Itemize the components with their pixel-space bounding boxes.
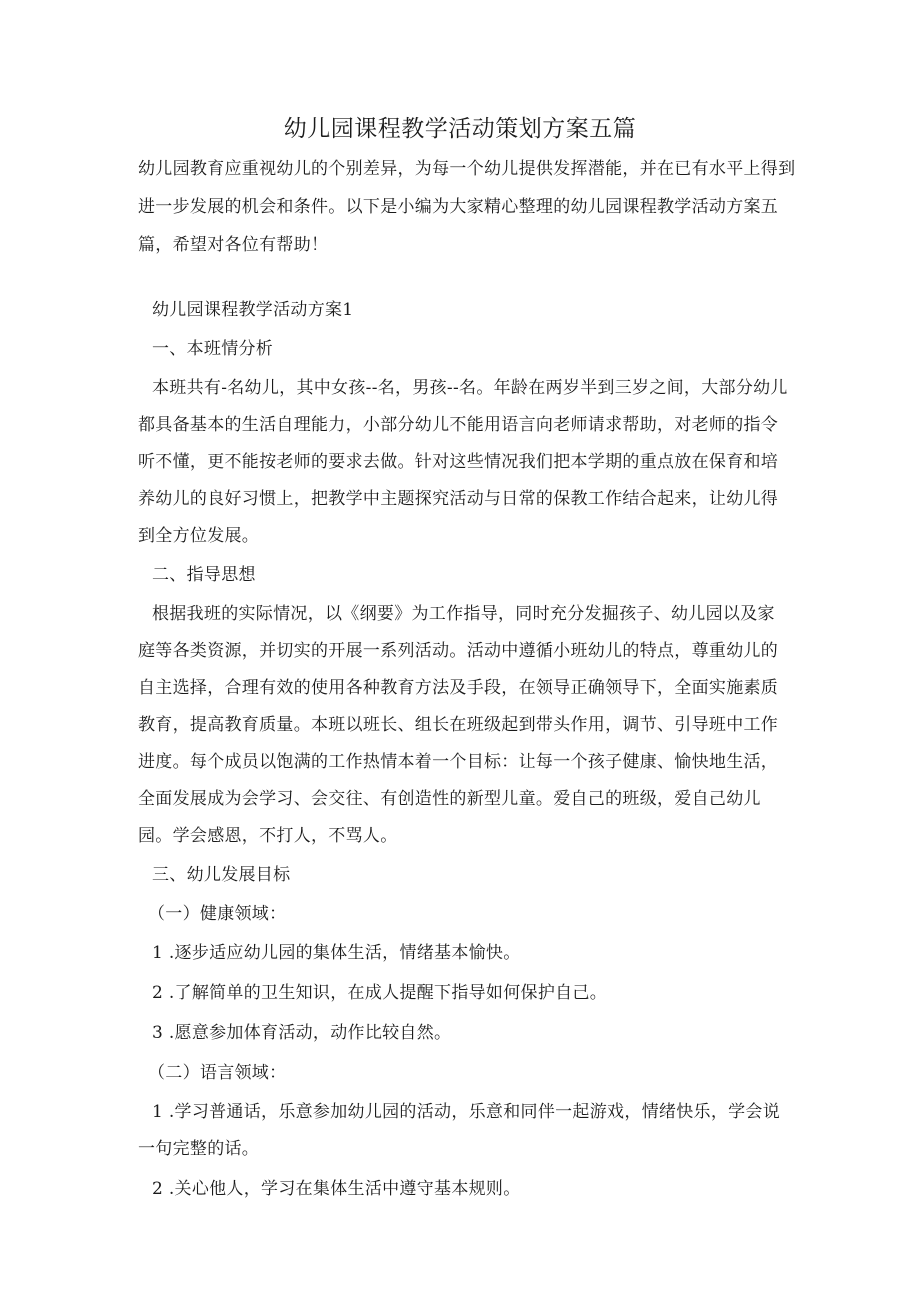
section-body-class-analysis: 本班共有-名幼儿，其中女孩--名，男孩--名。年龄在两岁半到三岁之间，大部分幼儿都具备基本的生活自理能力，小部分幼儿不能用语言向老师请求帮助，对老师的指令听不懂，更不能按老师的要求去做。针对这些情况我们把本学期的重点放在保育和培养幼儿的良好习惯上，把教学中主题探究活动与日常的保教工作结合起来，让幼儿得到全方位发展。	[138, 378, 788, 546]
list-item: 1 .逐步适应幼儿园的集体生活，情绪基本愉快。	[152, 943, 521, 963]
list-item: 3 .愿意参加体育活动，动作比较自然。	[152, 1023, 452, 1043]
document-title: 幼儿园课程教学活动策划方案五篇	[283, 116, 637, 142]
subsection-heading-health: （一）健康领域：	[148, 904, 287, 924]
document-body	[138, 292, 788, 1211]
list-item: 2 .关心他人，学习在集体生活中遵守基本规则。	[152, 1179, 521, 1199]
section-body-guiding-thought: 根据我班的实际情况，以《纲要》为工作指导，同时充分发掘孩子、幼儿园以及家庭等各类资源，并切实的开展一系列活动。活动中遵循小班幼儿的特点，尊重幼儿的自主选择，合理有效的使用各种教育方法及手段，在领导正确领导下，全面实施素质教育，提高教育质量。本班以班长、组长在班级起到带头作用，调节、引导班中工作进度。每个成员以饱满的工作热情本着一个目标：让每一个孩子健康、愉快地生活，全面发展成为会学习、会交往、有创造性的新型儿童。爱自己的班级，爱自己幼儿园。学会感恩，不打人，不骂人。	[138, 604, 779, 846]
list-item	[138, 1094, 788, 1168]
list-item-line: 1 .学习普通话，乐意参加幼儿园的活动，乐意和同伴一起游戏，情绪快乐，学会说	[152, 1102, 781, 1122]
intro-paragraph: 幼儿园教育应重视幼儿的个别差异，为每一个幼儿提供发挥潜能，并在已有水平上得到进一步发展的机会和条件。以下是小编为大家精心整理的幼儿园课程教学活动方案五篇，希望对各位有帮助！	[138, 159, 796, 255]
list-item-continuation: 一句完整的话。	[138, 1139, 260, 1159]
list-item: 2 .了解简单的卫生知识，在成人提醒下指导如何保护自己。	[152, 983, 608, 1003]
section-heading-guiding-thought: 二、指导思想	[152, 565, 256, 585]
section-heading-class-analysis: 一、本班情分析	[152, 339, 274, 359]
plan-title: 幼儿园课程教学活动方案1	[152, 300, 354, 320]
subsection-heading-language: （二）语言领域：	[148, 1063, 287, 1083]
section-heading-development-goals: 三、幼儿发展目标	[152, 865, 291, 885]
